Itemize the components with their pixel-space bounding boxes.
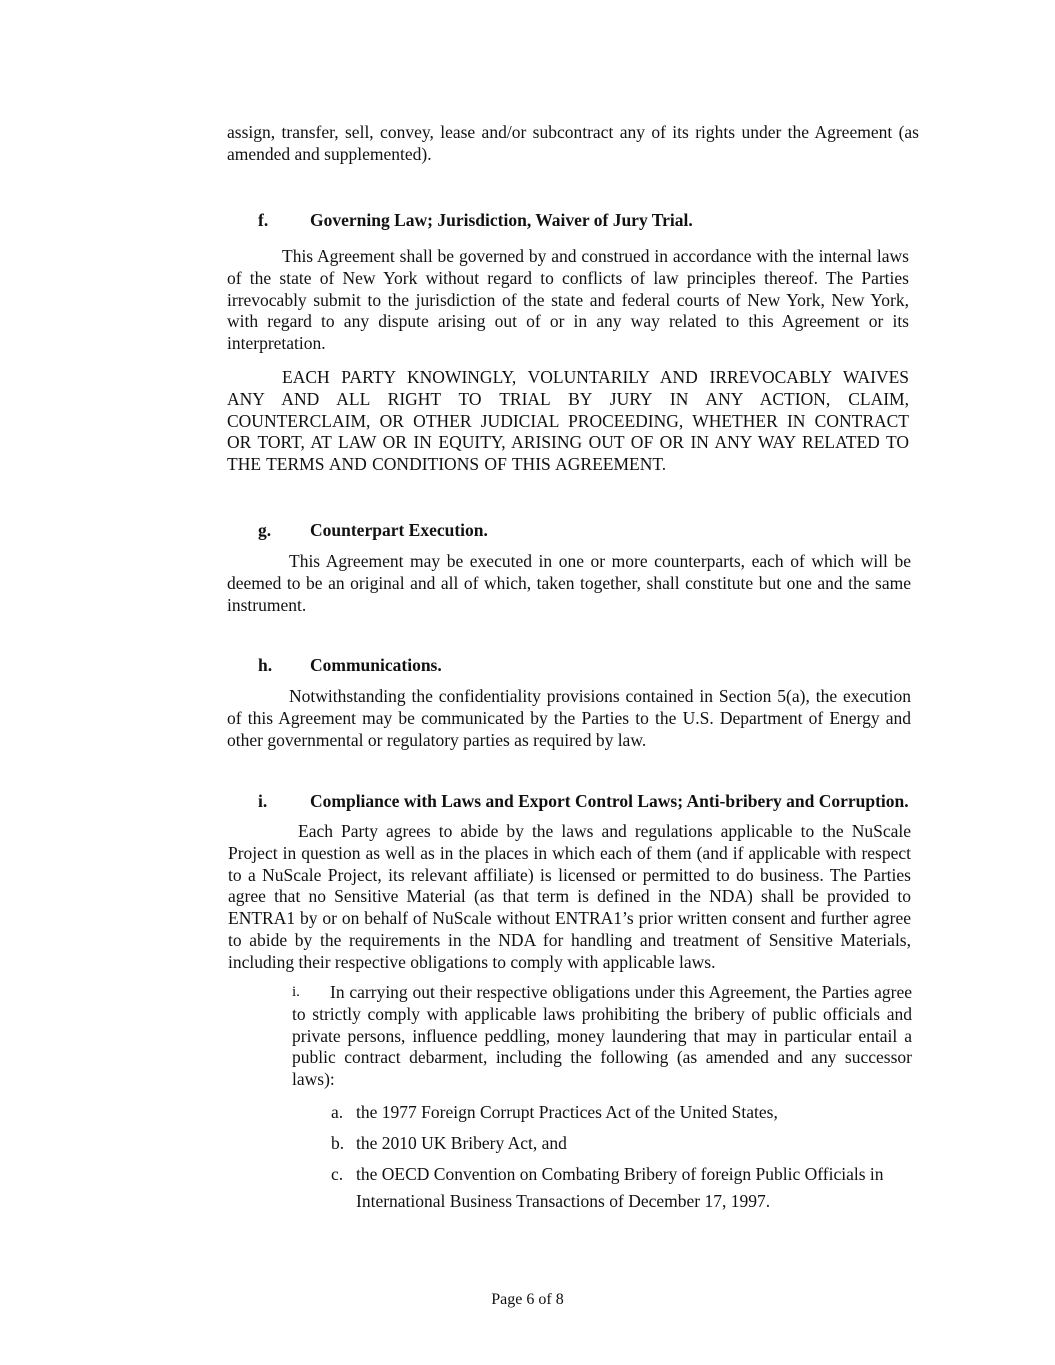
section-h-title: Communications. [310,655,442,675]
continuation-paragraph: assign, transfer, sell, convey, lease and/or subcontract any of its rights under the Agreement (as amended and supplemented). [227,122,919,164]
section-g-heading [258,520,938,542]
law-list-text: the 2010 UK Bribery Act, and [356,1133,567,1153]
section-h-letter: h. [258,655,273,675]
law-list-label: a. [331,1102,344,1122]
law-list-item-c [331,1161,931,1217]
section-f-paragraph-1: This Agreement shall be governed by and construed in accordance with the internal laws of the state of New York without regard to conflicts of law principles thereof. The Parties irrevocably submit to the jurisdiction of the state and federal courts of New York, New York, with regard to any dispute arising out of or in any way related to this Agreement or its interpretation. [227,246,909,354]
section-g-title: Counterpart Execution. [310,520,488,540]
section-i-subclause [292,982,912,1091]
section-i-heading [258,791,948,813]
section-i-paragraph: Each Party agrees to abide by the laws and regulations applicable to the NuScale Project in question as well as in the places in which each of them (and if applicable with respect to a NuScale Project, its relevant affiliate) is licensed or permitted to do business. The Parties agree that no Sensitive Material (as that term is defined in the NDA) shall be provided to ENTRA1 by or on behalf of NuScale without ENTRA1’s prior written consent and further agree to abide by the requirements in the NDA for handling and treatment of Sensitive Materials, including their respective obligations to comply with applicable laws. [228,821,911,972]
section-i-title: Compliance with Laws and Export Control Laws; Anti-bribery and Corruption. [310,791,909,811]
law-list-item-a [331,1099,931,1126]
section-f-letter: f. [258,210,269,230]
section-f-paragraph-2: EACH PARTY KNOWINGLY, VOLUNTARILY AND IRREVOCABLY WAIVES ANY AND ALL RIGHT TO TRIAL BY JURY IN ANY ACTION, CLAIM, COUNTERCLAIM, OR OTHER JUDICIAL PROCEEDING, WHETHER IN CONTRACT OR TORT, AT LAW OR IN EQUITY, ARISING OUT OF OR IN ANY WAY RELATED TO THE TERMS AND CONDITIONS OF THIS AGREEMENT. [227,367,909,475]
section-g-letter: g. [258,520,272,540]
section-h-paragraph: Notwithstanding the confidentiality provisions contained in Section 5(a), the execution of this Agreement may be communicated by the Parties to the U.S. Department of Energy and other governmental or regulatory parties as required by law. [227,686,911,750]
law-list-item-b [331,1130,931,1157]
law-list-text: the 1977 Foreign Corrupt Practices Act of the United States, [356,1102,778,1122]
section-f-title: Governing Law; Jurisdiction, Waiver of Jury Trial. [310,210,693,230]
subclause-marker: i. [292,984,300,1000]
section-g-paragraph: This Agreement may be executed in one or more counterparts, each of which will be deemed to be an original and all of which, taken together, shall constitute but one and the same instrument. [227,551,911,615]
page-number-footer: Page 6 of 8 [491,1291,564,1308]
section-i-letter: i. [258,791,268,811]
law-list-label: b. [331,1133,345,1153]
section-f-heading [258,210,938,232]
law-list-text: the OECD Convention on Combating Bribery of foreign Public Officials in International Business Transactions of December 17, 1997. [356,1164,884,1211]
law-list-label: c. [331,1164,344,1184]
subclause-text: In carrying out their respective obligations under this Agreement, the Parties agree to strictly comply with applicable laws prohibiting the bribery of public officials and private persons, influence peddling, money laundering that may in particular entail a public contract debarment, including the following (as amended and any successor laws): [292,982,912,1090]
section-h-heading [258,655,938,677]
